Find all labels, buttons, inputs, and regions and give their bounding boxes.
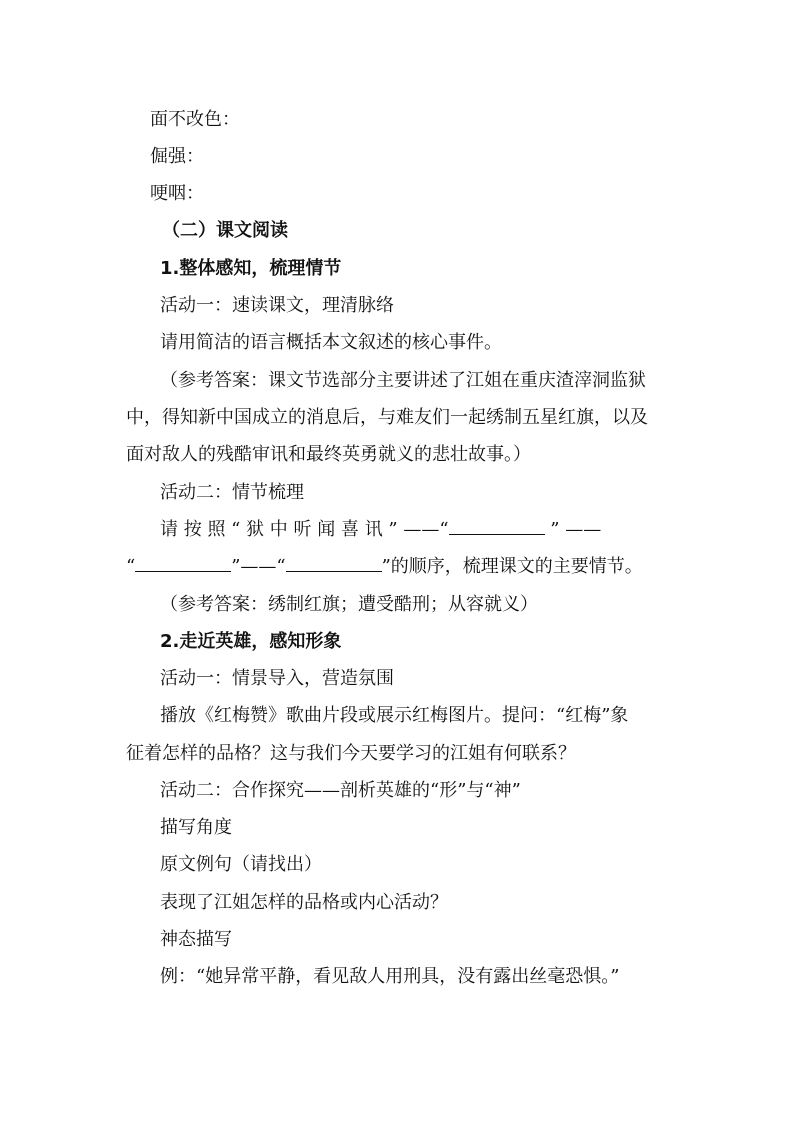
part2-activity2-title: 活动二：合作探究——剖析英雄的“形”与“神”: [160, 780, 521, 801]
part1-title: 1.整体感知，梳理情节: [160, 258, 342, 279]
answer1-line2: 中，得知新中国成立的消息后，与难友们一起绣制五星红旗，以及: [126, 407, 648, 428]
fill-blank-2[interactable]: [135, 555, 231, 572]
vocab-item-2: 倔强：: [150, 146, 204, 167]
row1-example: 例：“她异常平静，看见敌人用刑具，没有露出丝毫恐惧。”: [160, 966, 620, 987]
part2-activity1-title: 活动一：情景导入，营造氛围: [160, 668, 394, 689]
part1-activity2-title: 活动二：情节梳理: [160, 482, 304, 503]
activity2-prompt-line2: [126, 555, 643, 579]
table-header-example: 原文例句（请找出）: [160, 854, 322, 875]
activity2-prompt-line1: [160, 518, 601, 542]
row1-angle: 神态描写: [160, 929, 232, 950]
prompt-text-b: ” ——: [544, 519, 602, 540]
part2-activity1-line1: 播放《红梅赞》歌曲片段或展示红梅图片。提问：“红梅”象: [160, 705, 629, 726]
part1-activity1-title: 活动一：速读课文，理清脉络: [160, 295, 394, 316]
answer1-line1: （参考答案：课文节选部分主要讲述了江姐在重庆渣滓洞监狱: [160, 370, 646, 391]
section-heading: （二）课文阅读: [162, 220, 288, 241]
vocab-item-1: 面不改色：: [150, 109, 240, 130]
part2-title: 2.走近英雄，感知形象: [160, 631, 342, 652]
part1-activity1-prompt: 请用简洁的语言概括本文叙述的核心事件。: [160, 332, 502, 353]
prompt-text-a: 请 按 照 “ 狱 中 听 闻 喜 讯 ” ——“: [160, 519, 449, 540]
fill-blank-1[interactable]: [449, 518, 545, 535]
table-header-angle: 描写角度: [160, 817, 232, 838]
part2-activity1-line2: 征着怎样的品格？这与我们今天要学习的江姐有何联系？: [126, 743, 576, 764]
prompt-text-end: ”的顺序，梳理课文的主要情节。: [381, 556, 643, 577]
fill-blank-3[interactable]: [286, 555, 382, 572]
answer1-line3: 面对敌人的残酷审讯和最终英勇就义的悲壮故事。）: [126, 444, 531, 465]
prompt-quote-mid: ”——“: [231, 556, 286, 577]
answer2: （参考答案：绣制红旗；遭受酷刑；从容就义）: [160, 594, 538, 615]
prompt-quote-open: “: [126, 556, 136, 577]
vocab-item-3: 哽咽：: [150, 183, 204, 204]
table-header-trait: 表现了江姐怎样的品格或内心活动？: [160, 892, 448, 913]
